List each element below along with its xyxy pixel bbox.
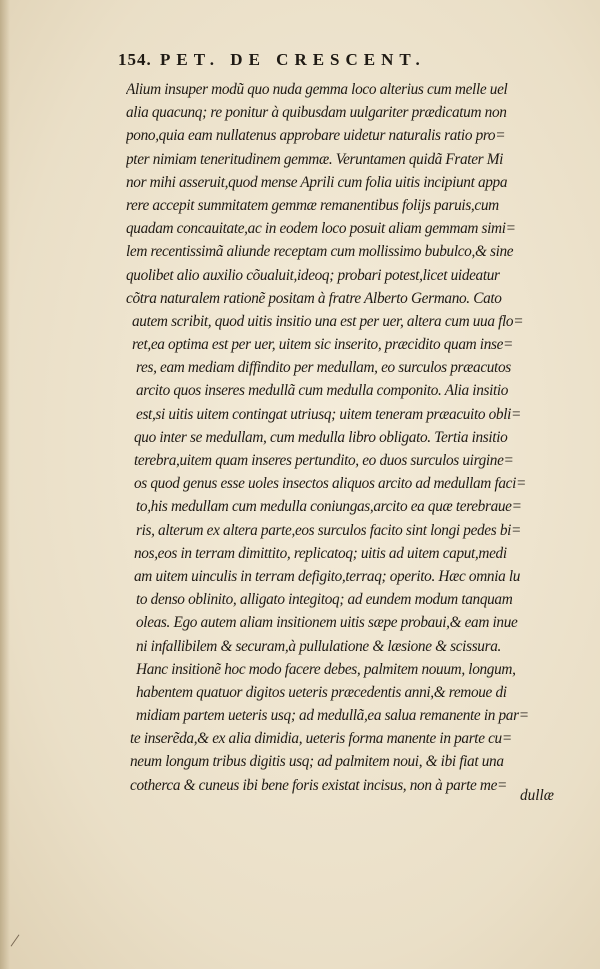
text-line: est,si uitis uitem contingat utriusq; uitem teneram præacuito obli= — [136, 405, 521, 423]
text-line: ris, alterum ex altera parte,eos surculos facito sint longi pedes bi= — [136, 521, 521, 539]
text-line: Hanc insitionẽ hoc modo facere debes, palmitem nouum, longum, — [136, 660, 516, 678]
text-line: te inserẽda,& ex alia dimidia, ueteris forma manente in parte cu= — [130, 730, 512, 748]
text-line: terebra,uitem quam inseres pertundito, eo duos surculos uirgine= — [134, 452, 514, 469]
text-line: Alium insuper modũ quo nuda gemma loco alterius cum melle uel — [126, 81, 508, 98]
text-line: midiam partem ueteris usq; ad medullã,ea salua remanente in par= — [136, 707, 529, 725]
text-line: to denso oblinito, alligato integitoq; ad eundem modum tanquam — [136, 591, 513, 609]
text-line: quadam concauitate,ac in eodem loco posuit aliam gemmam simi= — [126, 220, 516, 238]
text-line: autem scribit, quod uitis insitio una est per uer, altera cum uua flo= — [132, 312, 524, 330]
running-head: PET. DE CRESCENT. — [160, 50, 426, 69]
text-line: to,his medullam cum medulla coniungas,arcito ea quæ terebraue= — [136, 498, 522, 516]
text-line: arcito quos inseres medullã cum medulla componito. Alia insitio — [136, 382, 509, 400]
text-line: res, eam mediam diffindito per medullam, eo surculos præacutos — [136, 359, 511, 377]
text-line: os quod genus esse uoles insectos aliquos arcito ad medullam faci= — [134, 475, 526, 493]
text-line: oleas. Ego autem aliam insitionem uitis sæpe probaui,& eam inue — [136, 614, 518, 632]
text-line: alia quacunq; re ponitur à quibusdam uulgariter prædicatum non — [126, 104, 507, 122]
binding-gutter-shadow — [0, 0, 10, 969]
text-line: ret,ea optima est per uer, uitem sic inserito, præcidito quam inse= — [132, 336, 514, 354]
text-line: nor mihi asseruit,quod mense Aprili cum folia uitis incipiunt appa — [126, 173, 508, 191]
text-line: quo inter se medullam, cum medulla libro obligato. Tertia insitio — [134, 428, 508, 446]
text-line: ni infallibilem & securam,à pullulatione & læsione & scissura. — [136, 637, 501, 655]
text-line: cotherca & cuneus ibi bene foris existat incisus, non à parte me= — [130, 776, 508, 794]
text-line: lem recentissimã aliunde receptam cum mollissimo bubulco,& sine — [126, 243, 514, 261]
text-line: cõtra naturalem rationẽ positam à fratre Alberto Germano. Cato — [126, 289, 502, 307]
text-line: pono,quia eam nullatenus approbare uidetur naturalis ratio pro= — [126, 127, 506, 145]
text-line: am uitem uinculis in terram defigito,terraq; operito. Hæc omnia lu — [134, 567, 521, 585]
catchword: dullæ — [520, 787, 554, 804]
text-line: pter nimiam teneritudinem gemmæ. Veruntamen quidã Frater Mi — [126, 150, 504, 168]
text-line: habentem quatuor digitos ueteris præcedentis anni,& remoue di — [136, 683, 507, 701]
text-line: nos,eos in terram dimittito, replicatoq; uitis ad uitem caput,medi — [134, 544, 507, 562]
body-text — [126, 78, 571, 797]
text-line: quolibet alio auxilio cõualuit,ideoq; probari potest,licet uideatur — [126, 266, 500, 284]
page-header — [118, 50, 518, 74]
text-line: neum longum tribus digitis usq; ad palmitem noui, & ibi fiat una — [130, 753, 504, 771]
margin-pen-mark — [11, 934, 20, 946]
folio-number: 154. — [118, 50, 152, 69]
text-line: rere accepit summitatem gemmæ remanentibus folijs paruis,cum — [126, 196, 499, 214]
